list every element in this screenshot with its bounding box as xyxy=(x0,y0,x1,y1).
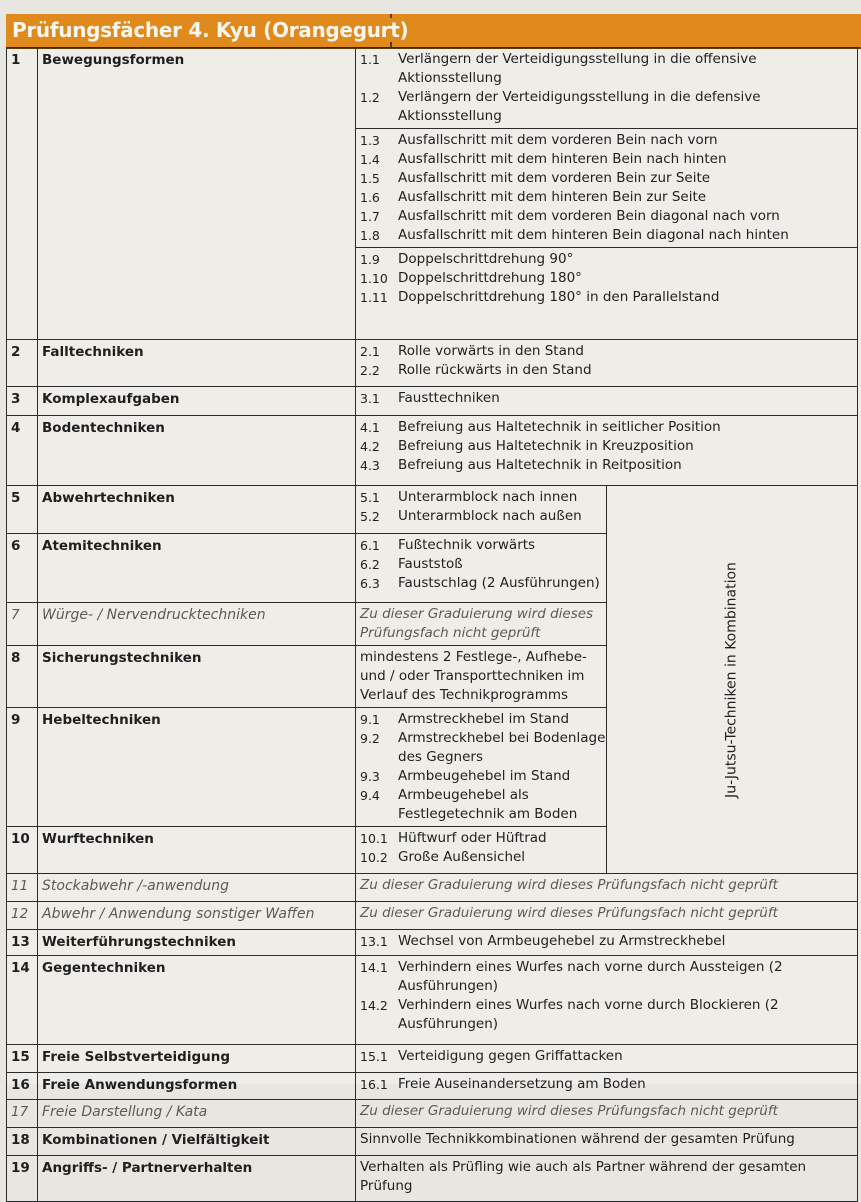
subject-items xyxy=(356,874,858,902)
item-number: 1.2 xyxy=(360,90,380,105)
table-row xyxy=(7,1156,858,1202)
list-item xyxy=(360,536,606,555)
item-text: Ausfallschritt mit dem vorderen Bein nach vorn xyxy=(398,132,718,148)
item-group xyxy=(360,389,857,408)
list-item xyxy=(360,848,606,867)
item-group xyxy=(360,342,857,380)
row-number: 7 xyxy=(7,603,38,646)
subject-items xyxy=(356,486,607,534)
item-number: 13.1 xyxy=(360,934,388,949)
item-number: 10.2 xyxy=(360,850,388,865)
subject-name: Würge- / Nervendrucktechniken xyxy=(38,603,356,646)
item-group xyxy=(360,418,857,475)
item-text: Hüftwurf oder Hüftrad xyxy=(398,830,547,846)
subject-name: Freie Selbstverteidigung xyxy=(38,1045,356,1073)
subject-name: Atemitechniken xyxy=(38,534,356,603)
item-text: Doppelschrittdrehung 180° xyxy=(398,270,582,286)
item-number: 2.2 xyxy=(360,363,380,378)
item-group xyxy=(356,128,857,245)
row-number: 4 xyxy=(7,416,38,486)
list-item xyxy=(360,418,857,437)
item-number: 4.1 xyxy=(360,420,380,435)
item-number: 14.2 xyxy=(360,998,388,1013)
list-item xyxy=(360,555,606,574)
item-text: Armbeugehebel als Festlegetechnik am Boden xyxy=(398,787,578,822)
not-tested-note: Zu dieser Graduierung wird dieses Prüfungsfach nicht geprüft xyxy=(360,606,594,641)
subject-items xyxy=(356,416,858,486)
item-text: Ausfallschritt mit dem vorderen Bein zur Seite xyxy=(398,170,711,186)
subject-name: Bodentechniken xyxy=(38,416,356,486)
item-number: 5.2 xyxy=(360,509,380,524)
list-item xyxy=(360,996,857,1034)
item-group xyxy=(356,247,857,307)
row-number: 5 xyxy=(7,486,38,534)
list-item xyxy=(360,932,857,951)
list-item xyxy=(360,1047,857,1066)
subject-name: Komplexaufgaben xyxy=(38,387,356,416)
subject-name: Freie Anwendungsformen xyxy=(38,1073,356,1100)
item-text: Armstreckhebel im Stand xyxy=(398,711,570,727)
list-item xyxy=(360,729,606,767)
item-number: 1.10 xyxy=(360,271,388,286)
row-number: 6 xyxy=(7,534,38,603)
table-row xyxy=(7,340,858,387)
item-number: 2.1 xyxy=(360,344,380,359)
subject-items xyxy=(356,956,858,1045)
row-number: 16 xyxy=(7,1073,38,1100)
list-item xyxy=(360,488,606,507)
list-item xyxy=(360,829,606,848)
combination-side-label xyxy=(607,486,858,874)
subject-items xyxy=(356,534,607,603)
item-group xyxy=(360,536,606,593)
item-number: 9.2 xyxy=(360,731,380,746)
list-item xyxy=(360,361,857,380)
subject-items xyxy=(356,387,858,416)
item-number: 6.2 xyxy=(360,557,380,572)
subject-name: Abwehrtechniken xyxy=(38,486,356,534)
item-text: Rolle vorwärts in den Stand xyxy=(398,343,584,359)
list-item xyxy=(360,288,857,307)
subject-name: Stockabwehr /-anwendung xyxy=(38,874,356,902)
list-item xyxy=(360,226,857,245)
table-row xyxy=(7,416,858,486)
row-number: 10 xyxy=(7,827,38,874)
row-number: 19 xyxy=(7,1156,38,1202)
subject-items xyxy=(356,1073,858,1100)
table-row xyxy=(7,486,858,534)
item-text: Verteidigung gegen Griffattacken xyxy=(398,1048,623,1064)
item-group xyxy=(360,829,606,867)
page-title: Prüfungsfächer 4. Kyu (Orangegurt) xyxy=(12,18,409,42)
side-label-text: Ju-Jutsu-Techniken in Kombination xyxy=(723,561,740,798)
item-number: 1.4 xyxy=(360,152,380,167)
item-number: 9.1 xyxy=(360,712,380,727)
table-row xyxy=(7,387,858,416)
item-number: 1.3 xyxy=(360,133,380,148)
item-text: Befreiung aus Haltetechnik in Kreuzposition xyxy=(398,438,694,454)
subject-items xyxy=(356,340,858,387)
item-number: 1.9 xyxy=(360,252,380,267)
item-text: Unterarmblock nach außen xyxy=(398,508,582,524)
table-row xyxy=(7,48,858,340)
list-item xyxy=(360,269,857,288)
item-text: Ausfallschritt mit dem hinteren Bein nach hinten xyxy=(398,151,727,167)
table-row xyxy=(7,1073,858,1100)
row-number: 1 xyxy=(7,48,38,340)
list-item xyxy=(360,437,857,456)
item-number: 1.1 xyxy=(360,52,380,67)
item-text: Fußtechnik vorwärts xyxy=(398,537,536,553)
list-item xyxy=(360,767,606,786)
item-text: Fauststoß xyxy=(398,556,463,572)
item-number: 16.1 xyxy=(360,1077,388,1092)
item-number: 1.11 xyxy=(360,290,388,305)
subject-items xyxy=(356,1156,858,1202)
item-text: Verlängern der Verteidigungsstellung in die offensive Aktionsstellung xyxy=(398,51,757,86)
subject-name: Gegentechniken xyxy=(38,956,356,1045)
row-number: 12 xyxy=(7,902,38,930)
subject-name: Weiterführungstechniken xyxy=(38,930,356,956)
item-group xyxy=(360,710,606,824)
item-group xyxy=(360,1047,857,1066)
item-text: Freie Auseinandersetzung am Boden xyxy=(398,1076,646,1092)
title-bar xyxy=(6,14,861,49)
item-text: Verhindern eines Wurfes nach vorne durch Blockieren (2 Ausführungen) xyxy=(398,997,779,1032)
subject-items xyxy=(356,1100,858,1128)
subject-name: Angriffs- / Partnerverhalten xyxy=(38,1156,356,1202)
list-item xyxy=(360,342,857,361)
list-item xyxy=(360,456,857,475)
item-number: 6.1 xyxy=(360,538,380,553)
list-item xyxy=(360,50,857,88)
item-text: Wechsel von Armbeugehebel zu Armstreckhebel xyxy=(398,933,726,949)
item-text: Doppelschrittdrehung 90° xyxy=(398,251,574,267)
item-text: Verlängern der Verteidigungsstellung in die defensive Aktionsstellung xyxy=(398,89,761,124)
item-group xyxy=(360,932,857,951)
table-row xyxy=(7,874,858,902)
list-item xyxy=(360,207,857,226)
item-text: Armstreckhebel bei Bodenlage des Gegners xyxy=(398,730,606,765)
item-text: Ausfallschritt mit dem vorderen Bein diagonal nach vorn xyxy=(398,208,780,224)
row-number: 13 xyxy=(7,930,38,956)
item-text: Faustschlag (2 Ausführungen) xyxy=(398,575,600,591)
item-number: 5.1 xyxy=(360,490,380,505)
row-number: 9 xyxy=(7,708,38,827)
subject-items xyxy=(356,902,858,930)
row-number: 18 xyxy=(7,1128,38,1156)
item-number: 4.2 xyxy=(360,439,380,454)
item-text: Verhindern eines Wurfes nach vorne durch Aussteigen (2 Ausführungen) xyxy=(398,959,783,994)
row-number: 15 xyxy=(7,1045,38,1073)
row-number: 11 xyxy=(7,874,38,902)
subject-items xyxy=(356,1128,858,1156)
item-number: 4.3 xyxy=(360,458,380,473)
list-item xyxy=(360,507,606,526)
table-row xyxy=(7,956,858,1045)
subject-items xyxy=(356,48,858,340)
item-number: 1.8 xyxy=(360,228,380,243)
item-text: Fausttechniken xyxy=(398,390,500,406)
item-number: 6.3 xyxy=(360,576,380,591)
not-tested-note: Zu dieser Graduierung wird dieses Prüfungsfach nicht geprüft xyxy=(360,905,778,921)
list-item xyxy=(360,150,857,169)
subject-description: mindestens 2 Festlege-, Aufhebe- und / oder Transporttechniken im Verlauf des Technikprogramms xyxy=(360,649,587,703)
subject-items xyxy=(356,708,607,827)
subject-items xyxy=(356,930,858,956)
not-tested-note: Zu dieser Graduierung wird dieses Prüfungsfach nicht geprüft xyxy=(360,1103,778,1119)
table-row xyxy=(7,1100,858,1128)
item-text: Befreiung aus Haltetechnik in Reitposition xyxy=(398,457,682,473)
list-item xyxy=(360,169,857,188)
item-group xyxy=(360,488,606,526)
row-number: 17 xyxy=(7,1100,38,1128)
item-number: 1.7 xyxy=(360,209,380,224)
subject-items xyxy=(356,646,607,708)
item-group xyxy=(360,1075,857,1094)
page xyxy=(6,14,861,1194)
list-item xyxy=(360,88,857,126)
item-text: Ausfallschritt mit dem hinteren Bein diagonal nach hinten xyxy=(398,227,789,243)
item-number: 9.4 xyxy=(360,788,380,803)
list-item xyxy=(360,958,857,996)
list-item xyxy=(360,188,857,207)
item-number: 1.5 xyxy=(360,171,380,186)
item-number: 15.1 xyxy=(360,1049,388,1064)
subject-name: Kombinationen / Vielfältigkeit xyxy=(38,1128,356,1156)
subject-items xyxy=(356,827,607,874)
item-number: 3.1 xyxy=(360,391,380,406)
subject-items xyxy=(356,1045,858,1073)
list-item xyxy=(360,131,857,150)
row-number: 14 xyxy=(7,956,38,1045)
item-text: Rolle rückwärts in den Stand xyxy=(398,362,592,378)
list-item xyxy=(360,389,857,408)
list-item xyxy=(360,1075,857,1094)
item-text: Armbeugehebel im Stand xyxy=(398,768,571,784)
subject-name: Wurftechniken xyxy=(38,827,356,874)
item-number: 9.3 xyxy=(360,769,380,784)
subject-name: Freie Darstellung / Kata xyxy=(38,1100,356,1128)
list-item xyxy=(360,574,606,593)
subject-name: Falltechniken xyxy=(38,340,356,387)
subject-name: Sicherungstechniken xyxy=(38,646,356,708)
subject-name: Hebeltechniken xyxy=(38,708,356,827)
row-number: 2 xyxy=(7,340,38,387)
item-text: Unterarmblock nach innen xyxy=(398,489,578,505)
item-group xyxy=(360,958,857,1034)
table-row xyxy=(7,1045,858,1073)
item-number: 10.1 xyxy=(360,831,388,846)
row-number: 3 xyxy=(7,387,38,416)
item-group xyxy=(360,50,857,126)
item-text: Ausfallschritt mit dem hinteren Bein zur Seite xyxy=(398,189,707,205)
item-text: Doppelschrittdrehung 180° in den Parallelstand xyxy=(398,289,720,305)
not-tested-note: Zu dieser Graduierung wird dieses Prüfungsfach nicht geprüft xyxy=(360,877,778,893)
row-number: 8 xyxy=(7,646,38,708)
table-row xyxy=(7,1128,858,1156)
table-row xyxy=(7,930,858,956)
subject-description: Sinnvolle Technikkombinationen während der gesamten Prüfung xyxy=(360,1131,795,1147)
exam-table xyxy=(6,47,858,1202)
table-row xyxy=(7,902,858,930)
item-number: 14.1 xyxy=(360,960,388,975)
list-item xyxy=(360,250,857,269)
list-item xyxy=(360,710,606,729)
item-text: Große Außensichel xyxy=(398,849,526,865)
subject-name: Bewegungsformen xyxy=(38,48,356,340)
subject-name: Abwehr / Anwendung sonstiger Waffen xyxy=(38,902,356,930)
item-text: Befreiung aus Haltetechnik in seitlicher Position xyxy=(398,419,721,435)
list-item xyxy=(360,786,606,824)
item-number: 1.6 xyxy=(360,190,380,205)
subject-items xyxy=(356,603,607,646)
subject-description: Verhalten als Prüfling wie auch als Partner während der gesamten Prüfung xyxy=(360,1159,807,1194)
